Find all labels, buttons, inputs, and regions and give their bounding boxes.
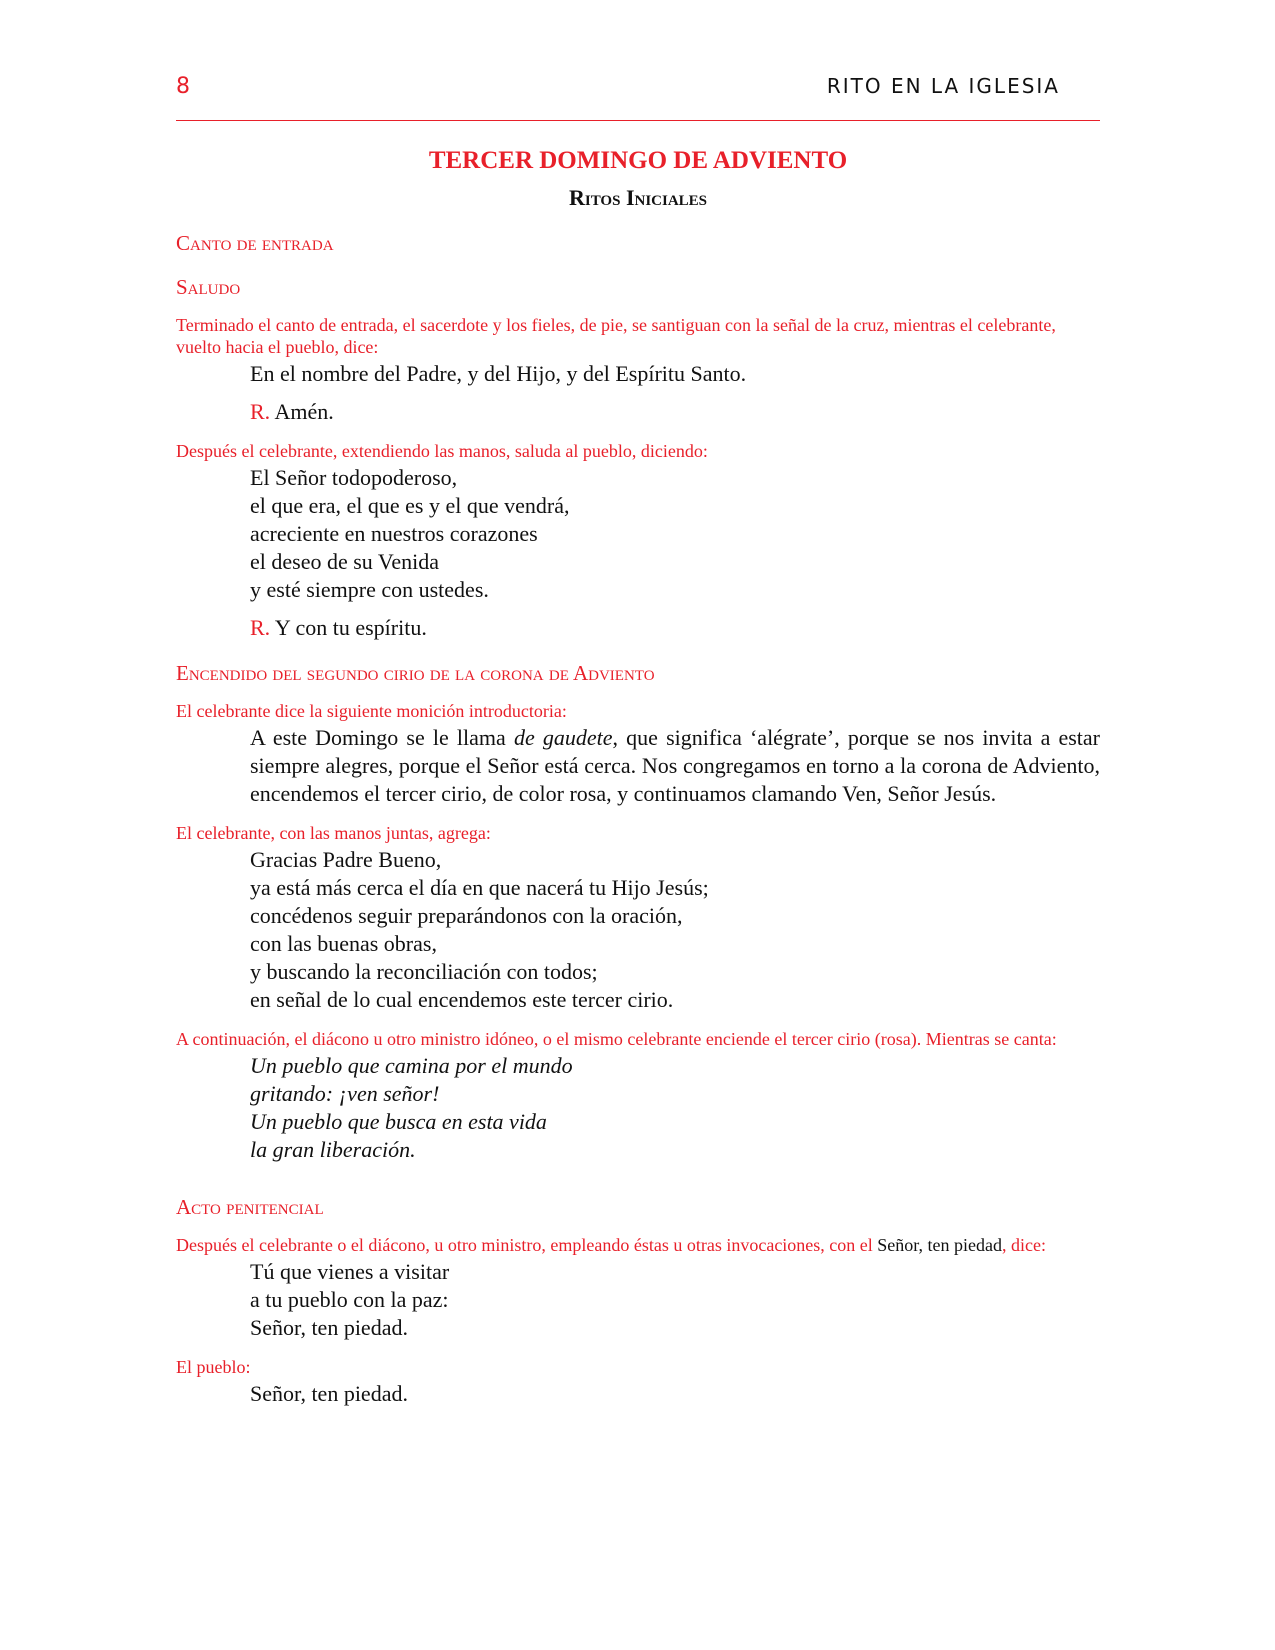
song-line: la gran liberación. xyxy=(250,1137,416,1162)
song-line: Un pueblo que busca en esta vida xyxy=(250,1109,547,1134)
prayer-line: el que era, el que es y el que vendrá, xyxy=(250,493,570,518)
response-text: Señor, ten piedad. xyxy=(250,1381,408,1406)
prayer-line: ya está más cerca el día en que nacerá tu Hijo Jesús; xyxy=(250,875,709,900)
response-mark: R. xyxy=(250,615,271,640)
rubric: El pueblo: xyxy=(176,1357,251,1377)
section-heading-acto: Acto penitencial xyxy=(176,1195,324,1219)
section-heading-encendido: Encendido del segundo cirio de la corona de Adviento xyxy=(176,661,655,685)
prayer-line: y esté siempre con ustedes. xyxy=(250,577,489,602)
rubric: El celebrante dice la siguiente monición introductoria: xyxy=(176,701,567,721)
monition-part: , que significa ‘alégrate’, porque se nos invita a estar siempre alegres, porque el Señor está cerca. Nos congregamos en torno a la corona de Adviento, encendemos el tercer cirio, de color rosa, y continuamos clamando Ven, Señor Jesús. xyxy=(250,725,1101,806)
prayer-line: acreciente en nuestros corazones xyxy=(250,521,538,546)
prayer-line: a tu pueblo con la paz: xyxy=(250,1287,449,1312)
prayer-line: concédenos seguir preparándonos con la oración, xyxy=(250,903,683,928)
song-line: Un pueblo que camina por el mundo xyxy=(250,1053,573,1078)
rubric-black: Señor, ten piedad xyxy=(877,1235,1003,1255)
rubric: El celebrante, con las manos juntas, agrega: xyxy=(176,823,491,843)
prayer-line: Gracias Padre Bueno, xyxy=(250,847,442,872)
page-subtitle: Ritos Iniciales xyxy=(568,185,708,210)
response-text: Amén. xyxy=(274,399,334,424)
monition-italic: de gaudete xyxy=(513,725,613,750)
monition-part: A este Domingo se le llama xyxy=(250,725,514,750)
document-page xyxy=(176,0,1100,1650)
page-number: 8 xyxy=(176,74,190,99)
prayer-line: en señal de lo cual encendemos este tercer cirio. xyxy=(250,987,674,1012)
prayer-text: En el nombre del Padre, y del Hijo, y del Espíritu Santo. xyxy=(250,361,747,386)
prayer-lines xyxy=(250,1258,1100,1342)
header-rule xyxy=(176,120,1100,121)
song-lines xyxy=(250,1052,1100,1164)
rubric-part: Después el celebrante o el diácono, u otro ministro, empleando éstas u otras invocaciones, con el xyxy=(176,1235,878,1255)
prayer-line: y buscando la reconciliación con todos; xyxy=(250,959,598,984)
section-heading-canto: Canto de entrada xyxy=(176,231,334,255)
page-header xyxy=(176,74,1100,104)
response-mark: R. xyxy=(250,399,271,424)
prayer-line: El Señor todopoderoso, xyxy=(250,465,458,490)
prayer-lines xyxy=(250,846,1100,1014)
page-title: TERCER DOMINGO DE ADVIENTO xyxy=(428,147,848,174)
monition-text xyxy=(250,724,1100,808)
response xyxy=(250,614,1100,642)
song-line: gritando: ¡ven señor! xyxy=(250,1081,440,1106)
rubric: Terminado el canto de entrada, el sacerdote y los fieles, de pie, se santiguan con la señal de la cruz, mientras el celebrante, vuelto hacia el pueblo, dice: xyxy=(176,315,1056,357)
section-heading-saludo: Saludo xyxy=(176,275,241,299)
prayer-lines xyxy=(250,464,1100,604)
prayer-line: Señor, ten piedad. xyxy=(250,1315,408,1340)
prayer-line: con las buenas obras, xyxy=(250,931,437,956)
rubric: Después el celebrante, extendiendo las manos, saluda al pueblo, diciendo: xyxy=(176,441,708,461)
prayer-line: el deseo de su Venida xyxy=(250,549,439,574)
response-text: Y con tu espíritu. xyxy=(274,615,427,640)
running-title: RITO EN LA IGLESIA xyxy=(826,74,1060,98)
rubric-part: , dice: xyxy=(1002,1235,1047,1255)
prayer-line: Tú que vienes a visitar xyxy=(250,1259,450,1284)
rubric: A continuación, el diácono u otro ministro idóneo, o el mismo celebrante enciende el tercer cirio (rosa). Mientras se canta: xyxy=(176,1029,1057,1049)
response xyxy=(250,398,1100,426)
page-content xyxy=(176,146,1100,1408)
rubric xyxy=(176,1234,1100,1256)
